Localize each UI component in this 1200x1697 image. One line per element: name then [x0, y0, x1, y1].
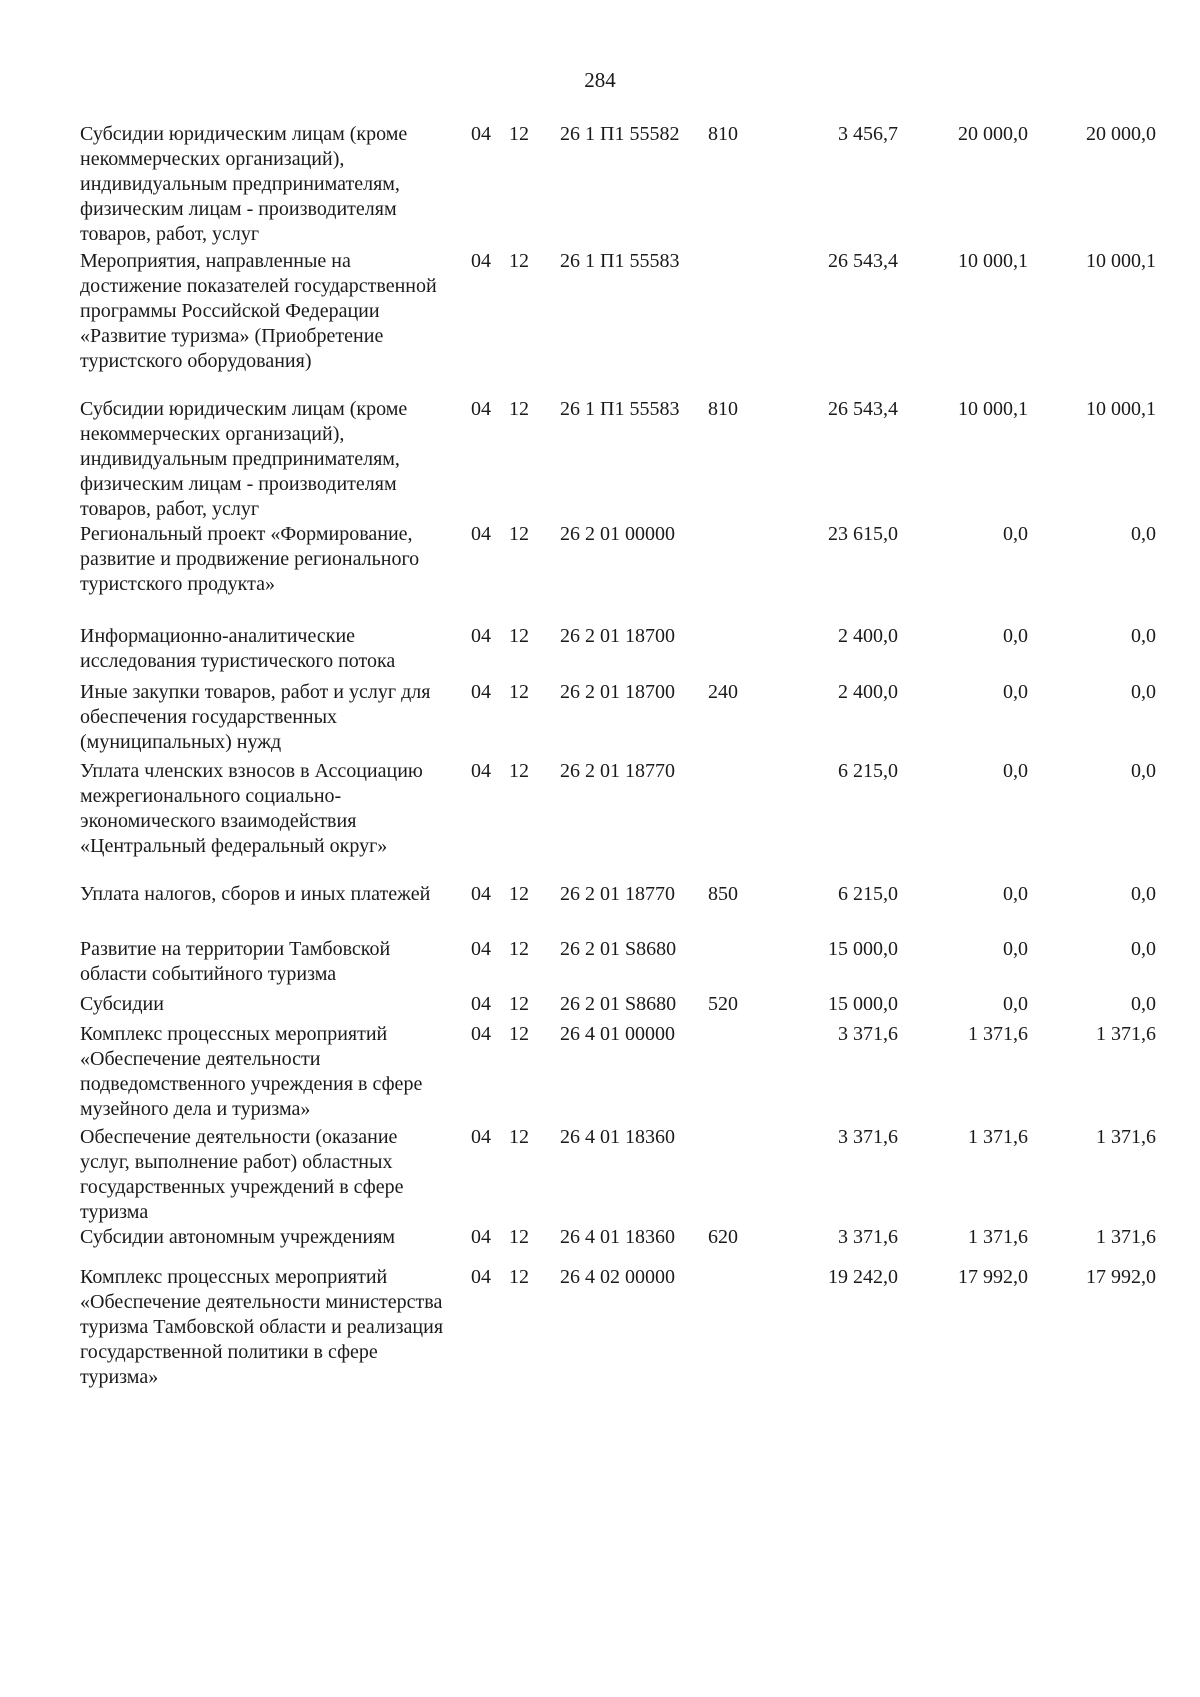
row-csr: 26 1 П1 55583 [560, 250, 680, 272]
row-podrazdel: 12 [509, 523, 529, 545]
row-value-1: 3 371,6 [838, 1226, 898, 1248]
row-podrazdel: 12 [509, 993, 529, 1015]
row-name: Комплекс процессных мероприятий «Обеспечение деятельности подведомственного учреждения в сфере музейного дела и туризма» [80, 1023, 423, 1120]
row-value-1: 26 543,4 [828, 250, 898, 272]
row-csr: 26 2 01 00000 [560, 523, 675, 545]
row-value-1: 26 543,4 [828, 398, 898, 420]
row-razdel: 04 [471, 681, 491, 703]
row-csr: 26 4 01 18360 [560, 1126, 675, 1148]
row-value-2: 17 992,0 [958, 1266, 1028, 1288]
row-razdel: 04 [471, 938, 491, 960]
row-value-1: 15 000,0 [828, 993, 898, 1015]
row-razdel: 04 [471, 523, 491, 545]
row-podrazdel: 12 [509, 123, 529, 145]
row-value-3: 0,0 [1131, 681, 1156, 703]
row-csr: 26 2 01 S8680 [560, 938, 677, 960]
row-name: Уплата членских взносов в Ассоциацию межрегионального социально-экономического взаимодействия «Центральный федеральный округ» [80, 760, 423, 857]
row-csr: 26 1 П1 55583 [560, 398, 680, 420]
row-csr: 26 4 02 00000 [560, 1266, 675, 1288]
row-razdel: 04 [471, 123, 491, 145]
row-value-1: 3 456,7 [838, 123, 898, 145]
budget-table [80, 122, 1170, 1562]
row-podrazdel: 12 [509, 760, 529, 782]
row-name: Субсидии юридическим лицам (кроме некоммерческих организаций), индивидуальным предпринимателям, физическим лицам - производителям товаров, работ, услуг [80, 123, 408, 245]
row-podrazdel: 12 [509, 1226, 529, 1248]
row-podrazdel: 12 [509, 883, 529, 905]
row-value-2: 0,0 [1003, 938, 1028, 960]
row-vr: 810 [708, 123, 738, 145]
row-name: Информационно-аналитические исследования туристического потока [80, 625, 396, 672]
row-name: Обеспечение деятельности (оказание услуг, выполнение работ) областных государственных учреждений в сфере туризма [80, 1126, 404, 1223]
row-vr: 240 [708, 681, 738, 703]
row-value-3: 0,0 [1131, 993, 1156, 1015]
row-razdel: 04 [471, 760, 491, 782]
row-csr: 26 2 01 18770 [560, 883, 675, 905]
row-razdel: 04 [471, 993, 491, 1015]
row-razdel: 04 [471, 1126, 491, 1148]
row-name: Субсидии юридическим лицам (кроме некоммерческих организаций), индивидуальным предпринимателям, физическим лицам - производителям товаров, работ, услуг [80, 398, 408, 520]
row-value-3: 0,0 [1131, 760, 1156, 782]
row-name: Субсидии [80, 993, 164, 1015]
row-podrazdel: 12 [509, 938, 529, 960]
row-podrazdel: 12 [509, 1266, 529, 1288]
row-razdel: 04 [471, 250, 491, 272]
row-vr: 810 [708, 398, 738, 420]
row-value-1: 3 371,6 [838, 1126, 898, 1148]
row-value-1: 6 215,0 [838, 760, 898, 782]
row-value-3: 0,0 [1131, 883, 1156, 905]
row-value-1: 2 400,0 [838, 681, 898, 703]
row-vr: 520 [708, 993, 738, 1015]
row-podrazdel: 12 [509, 250, 529, 272]
row-podrazdel: 12 [509, 681, 529, 703]
row-value-3: 17 992,0 [1086, 1266, 1156, 1288]
row-vr: 620 [708, 1226, 738, 1248]
row-value-2: 0,0 [1003, 523, 1028, 545]
row-value-3: 10 000,1 [1086, 250, 1156, 272]
row-name: Развитие на территории Тамбовской области событийного туризма [80, 938, 391, 985]
row-value-1: 2 400,0 [838, 625, 898, 647]
row-value-3: 1 371,6 [1096, 1023, 1156, 1045]
row-name: Уплата налогов, сборов и иных платежей [80, 883, 431, 905]
row-razdel: 04 [471, 1023, 491, 1045]
row-value-1: 23 615,0 [828, 523, 898, 545]
row-value-3: 0,0 [1131, 938, 1156, 960]
row-name: Региональный проект «Формирование, развитие и продвижение регионального туристского продукта» [80, 523, 420, 595]
page-number: 284 [584, 68, 616, 92]
row-csr: 26 4 01 18360 [560, 1226, 675, 1248]
row-name: Иные закупки товаров, работ и услуг для обеспечения государственных (муниципальных) нужд [80, 681, 431, 753]
row-value-2: 1 371,6 [968, 1126, 1028, 1148]
row-value-2: 0,0 [1003, 760, 1028, 782]
row-value-3: 0,0 [1131, 625, 1156, 647]
row-name: Мероприятия, направленные на достижение показателей государственной программы Российской Федерации «Развитие туризма» (Приобретение туристского оборудования) [80, 250, 437, 372]
row-value-3: 0,0 [1131, 523, 1156, 545]
row-csr: 26 2 01 18700 [560, 625, 675, 647]
row-value-2: 0,0 [1003, 681, 1028, 703]
row-value-1: 3 371,6 [838, 1023, 898, 1045]
row-csr: 26 4 01 00000 [560, 1023, 675, 1045]
row-podrazdel: 12 [509, 1126, 529, 1148]
row-csr: 26 2 01 S8680 [560, 993, 677, 1015]
row-value-1: 6 215,0 [838, 883, 898, 905]
row-value-2: 20 000,0 [958, 123, 1028, 145]
row-value-2: 0,0 [1003, 993, 1028, 1015]
row-value-3: 1 371,6 [1096, 1226, 1156, 1248]
row-value-2: 10 000,1 [958, 398, 1028, 420]
row-razdel: 04 [471, 883, 491, 905]
row-csr: 26 2 01 18700 [560, 681, 675, 703]
row-podrazdel: 12 [509, 1023, 529, 1045]
row-value-2: 0,0 [1003, 625, 1028, 647]
row-value-3: 20 000,0 [1086, 123, 1156, 145]
row-value-2: 1 371,6 [968, 1226, 1028, 1248]
row-razdel: 04 [471, 1226, 491, 1248]
row-csr: 26 1 П1 55582 [560, 123, 680, 145]
row-value-3: 10 000,1 [1086, 398, 1156, 420]
row-vr: 850 [708, 883, 738, 905]
row-podrazdel: 12 [509, 398, 529, 420]
row-value-3: 1 371,6 [1096, 1126, 1156, 1148]
row-csr: 26 2 01 18770 [560, 760, 675, 782]
row-name: Субсидии автономным учреждениям [80, 1226, 396, 1248]
row-value-1: 19 242,0 [828, 1266, 898, 1288]
row-name: Комплекс процессных мероприятий «Обеспечение деятельности министерства туризма Тамбовской области и реализация государственной политики в сфере туризма» [80, 1266, 444, 1388]
row-value-2: 0,0 [1003, 883, 1028, 905]
row-value-2: 10 000,1 [958, 250, 1028, 272]
row-value-1: 15 000,0 [828, 938, 898, 960]
row-value-2: 1 371,6 [968, 1023, 1028, 1045]
row-razdel: 04 [471, 1266, 491, 1288]
row-razdel: 04 [471, 398, 491, 420]
row-podrazdel: 12 [509, 625, 529, 647]
row-razdel: 04 [471, 625, 491, 647]
